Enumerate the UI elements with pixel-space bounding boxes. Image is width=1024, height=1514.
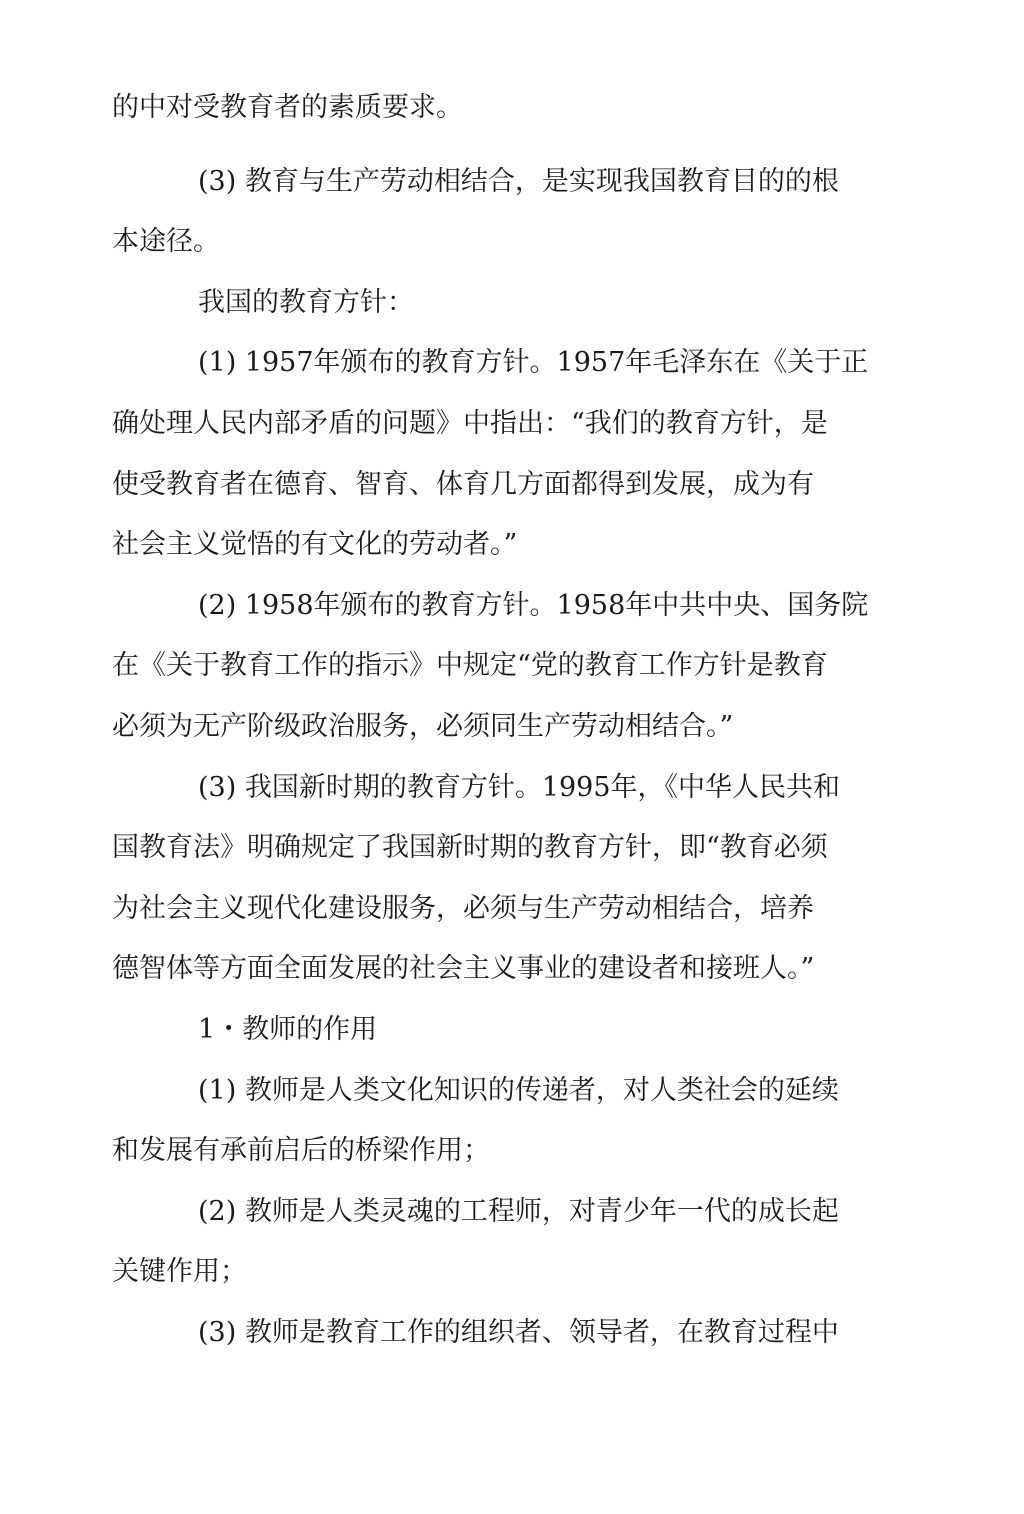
text-line-21: (3) 教师是教育工作的组织者、领导者，在教育过程中	[198, 1316, 839, 1348]
text-line-1: 的中对受教育者的素质要求。	[112, 92, 463, 123]
text-line-17: (1) 教师是人类文化知识的传递者，对人类社会的延续	[198, 1074, 839, 1106]
text-line-8: 社会主义觉悟的有文化的劳动者。”	[112, 529, 518, 561]
text-line-11: 必须为无产阶级政治服务，必须同生产劳动相结合。”	[112, 710, 734, 742]
text-line-9: (2) 1958年颁布的教育方针。1958年中共中央、国务院	[198, 589, 869, 621]
text-line-16: 1・教师的作用	[198, 1013, 378, 1045]
text-line-19: (2) 教师是人类灵魂的工程师，对青少年一代的成长起	[198, 1195, 839, 1227]
text-line-10: 在《关于教育工作的指示》中规定“党的教育工作方针是教育	[112, 650, 828, 682]
document-page	[112, 78, 902, 1363]
text-line-13: 国教育法》明确规定了我国新时期的教育方针，即“教育必须	[112, 832, 828, 864]
text-line-12: (3) 我国新时期的教育方针。1995年，《中华人民共和	[198, 771, 841, 803]
text-line-2: (3) 教育与生产劳动相结合，是实现我国教育目的的根	[198, 165, 839, 197]
text-line-15: 德智体等方面全面发展的社会主义事业的建设者和接班人。”	[112, 953, 815, 985]
text-line-5: (1) 1957年颁布的教育方针。1957年毛泽东在《关于正	[198, 347, 869, 379]
text-line-4: 我国的教育方针：	[198, 286, 414, 318]
text-line-18: 和发展有承前启后的桥梁作用；	[112, 1135, 490, 1167]
text-line-3: 本途径。	[112, 226, 220, 258]
text-line-20: 关键作用；	[112, 1256, 247, 1288]
text-line-6: 确处理人民内部矛盾的问题》中指出：“我们的教育方针，是	[112, 407, 828, 439]
text-line-7: 使受教育者在德育、智育、体育几方面都得到发展，成为有	[112, 468, 814, 500]
text-line-14: 为社会主义现代化建设服务，必须与生产劳动相结合，培养	[112, 892, 814, 924]
